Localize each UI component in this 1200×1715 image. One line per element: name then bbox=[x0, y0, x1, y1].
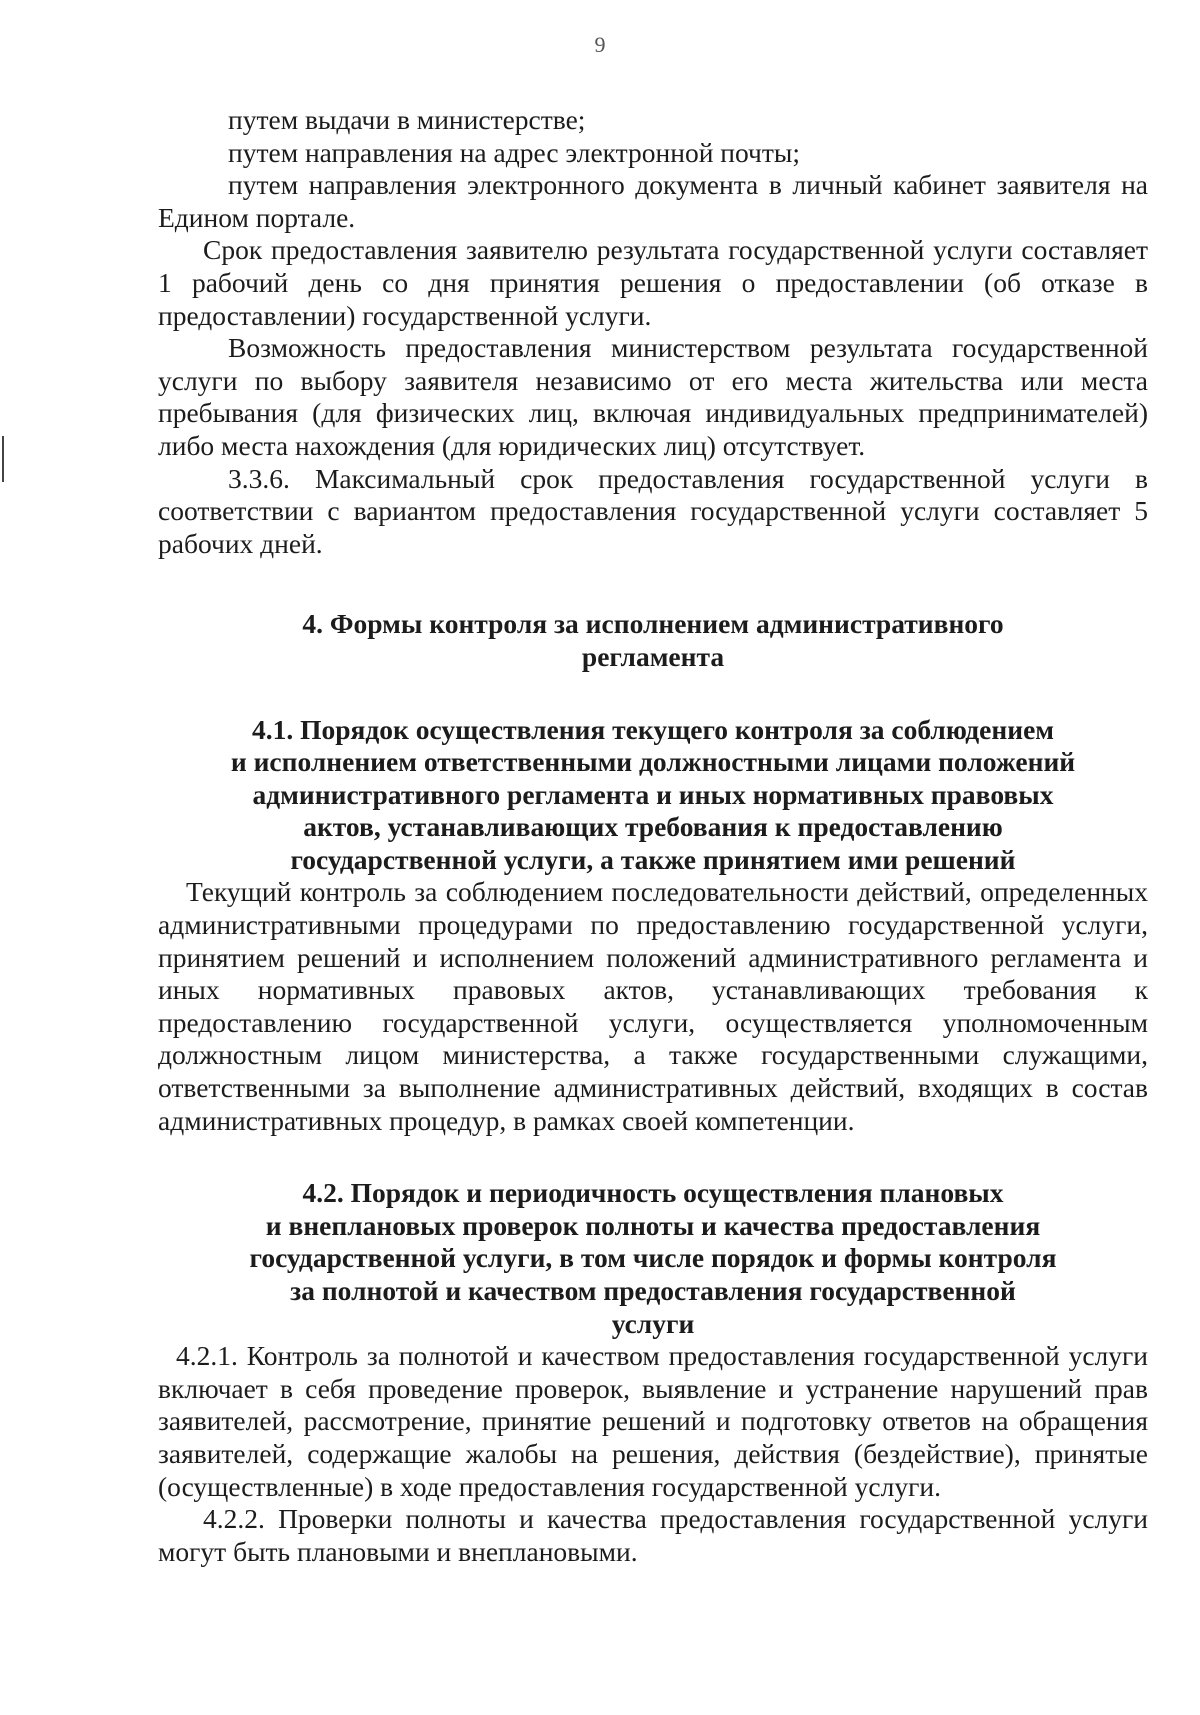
scan-margin-mark bbox=[2, 436, 4, 482]
section-4-2-title-line: услуги bbox=[611, 1307, 695, 1339]
section-4-1-title-line: административного регламента и иных нормативных правовых bbox=[252, 778, 1054, 810]
section-4-title-line: 4. Формы контроля за исполнением административного bbox=[302, 608, 1004, 640]
section-4-title-line: регламента bbox=[581, 640, 725, 672]
section-4-2-title-line: 4.2. Порядок и периодичность осуществления плановых bbox=[302, 1177, 1004, 1209]
section-4-2-heading bbox=[158, 1177, 1148, 1340]
section-4-1-title-line: и исполнением ответственными должностными лицами положений bbox=[230, 746, 1076, 778]
document-body bbox=[158, 104, 1148, 1568]
section-4-1-body: Текущий контроль за соблюдением последовательности действий, определенных административными процедурами по предоставлению государственной услуги, принятием решений и исполнением положений административного регламента и иных нормативных правовых актов, устанавливающих требования к предоставлению государственной услуги, осуществляется уполномоченным должностным лицом министерства, а также государственными служащими, ответственными за выполнение административных действий, входящих в состав административных процедур, в рамках своей компетенции. bbox=[158, 876, 1148, 1136]
section-4-heading bbox=[158, 608, 1148, 673]
section-4-2-1-paragraph: 4.2.1. Контроль за полнотой и качеством предоставления государственной услуги включает в себя проведение проверок, выявление и устранение нарушений прав заявителей, рассмотрение, принятие решений и подготовку ответов на обращения заявителей, содержащие жалобы на решения, действия (бездействие), принятые (осуществленные) в ходе предоставления государственной услуги. bbox=[158, 1340, 1148, 1502]
section-4-1-title-line: 4.1. Порядок осуществления текущего контроля за соблюдением bbox=[251, 713, 1055, 745]
section-4-2-title-line: государственной услуги, в том числе порядок и формы контроля bbox=[249, 1242, 1057, 1274]
paragraph: путем направления на адрес электронной почты; bbox=[228, 136, 801, 168]
paragraph: 3.3.6. Максимальный срок предоставления государственной услуги в соответствии с вариантом предоставления государственной услуги составляет 5 рабочих дней. bbox=[158, 462, 1148, 559]
page-number: 9 bbox=[594, 32, 606, 57]
section-4-1-heading bbox=[158, 714, 1148, 877]
paragraph: путем выдачи в министерстве; bbox=[228, 104, 586, 135]
paragraph: Возможность предоставления министерством результата государственной услуги по выбору заявителя независимо от его места жительства или места пребывания (для физических лиц, включая индивидуальных предпринимателей) либо места нахождения (для юридических лиц) отсутствует. bbox=[158, 332, 1148, 461]
paragraph: путем направления электронного документа в личный кабинет заявителя на Едином портале. bbox=[158, 169, 1148, 233]
section-4-2-title-line: и внеплановых проверок полноты и качества предоставления bbox=[265, 1209, 1041, 1241]
section-4-2-title-line: за полнотой и качеством предоставления государственной bbox=[290, 1275, 1016, 1306]
section-4-1-title-line: актов, устанавливающих требования к предоставлению bbox=[303, 811, 1003, 843]
section-4-1-title-line: государственной услуги, а также принятием ими решений bbox=[290, 843, 1016, 875]
paragraph: Срок предоставления заявителю результата государственной услуги составляет 1 рабочий день со дня принятия решения о предоставлении (об отказе в предоставлении) государственной услуги. bbox=[158, 234, 1148, 331]
section-4-2-2-paragraph: 4.2.2. Проверки полноты и качества предоставления государственной услуги могут быть плановыми и внеплановыми. bbox=[158, 1503, 1148, 1567]
